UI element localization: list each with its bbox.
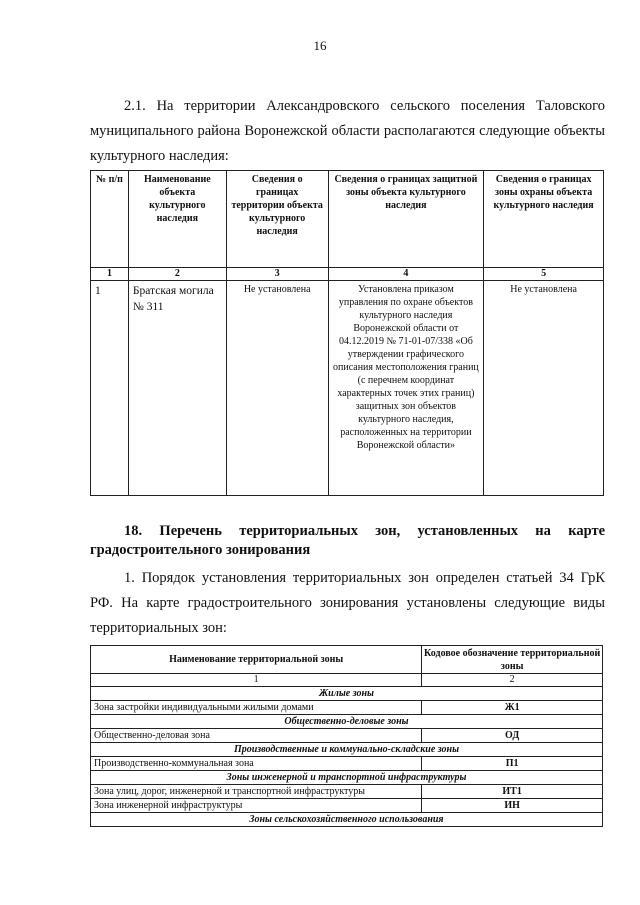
- table-header-row: [91, 171, 604, 268]
- column-number: 1: [91, 268, 129, 281]
- zone-group-row: [91, 687, 603, 701]
- header-cell: Сведения о границах защитной зоны объекта культурного наследия: [328, 171, 484, 268]
- protection-zone-info: Не установлена: [484, 281, 604, 496]
- table-header-row: [91, 646, 603, 674]
- zone-group-label: Зоны инженерной и транспортной инфраструктуры: [91, 771, 603, 785]
- zone-group-row: [91, 743, 603, 757]
- zone-code: П1: [422, 757, 603, 771]
- zone-code: ИТ1: [422, 785, 603, 799]
- intro-paragraph: 2.1. На территории Александровского сельского поселения Таловского муниципального района Воронежской области располагаются следующие объекты культурного наследия:: [90, 98, 605, 164]
- zone-name: Зона улиц, дорог, инженерной и транспортной инфраструктуры: [91, 785, 422, 799]
- section-number: 18.: [124, 523, 143, 539]
- zone-group-label: Общественно-деловые зоны: [91, 715, 603, 729]
- zone-name: Общественно-деловая зона: [91, 729, 422, 743]
- zones-paragraph: 1. Порядок установления территориальных зон определен статьей 34 ГрК РФ. На карте градостроительного зонирования установлены следующие виды территориальных зон:: [90, 570, 605, 636]
- territorial-zones-table: [90, 645, 603, 827]
- column-number: 2: [422, 674, 603, 687]
- zone-code: ОД: [422, 729, 603, 743]
- zone-name: Производственно-коммунальная зона: [91, 757, 422, 771]
- column-number: 5: [484, 268, 604, 281]
- column-number-row: [91, 674, 603, 687]
- zone-group-row: [91, 771, 603, 785]
- section-title: Перечень территориальных зон, установленных на карте градостроительного зонирования: [90, 523, 606, 558]
- table-row: [91, 281, 604, 496]
- column-number-row: [91, 268, 604, 281]
- zone-group-label: Производственные и коммунально-складские зоны: [91, 743, 603, 757]
- heritage-objects-table: [90, 170, 604, 496]
- zone-name: Зона инженерной инфраструктуры: [91, 799, 422, 813]
- page-number: 16: [313, 38, 327, 53]
- territory-info: Не установлена: [226, 281, 328, 496]
- column-number: 4: [328, 268, 484, 281]
- zone-name: Зона застройки индивидуальными жилыми домами: [91, 701, 422, 715]
- header-cell: Наименование территориальной зоны: [91, 646, 422, 674]
- header-cell: Наименование объекта культурного наследия: [128, 171, 226, 268]
- protective-zone-info: Установлена приказом управления по охране объектов культурного наследия Воронежской области от 04.12.2019 № 71-01-07/338 «Об утверждении графического описания местоположения границ (с перечнем координат характерных точек этих границ) защитных зон объектов культурного наследия, расположенных на территории Воронежской области»: [328, 281, 484, 496]
- column-number: 1: [91, 674, 422, 687]
- table-row: [91, 701, 603, 715]
- header-cell: Сведения о границах территории объекта культурного наследия: [226, 171, 328, 268]
- zone-group-label: Жилые зоны: [91, 687, 603, 701]
- table-row: [91, 785, 603, 799]
- table-row: [91, 729, 603, 743]
- header-cell: № п/п: [91, 171, 129, 268]
- column-number: 3: [226, 268, 328, 281]
- zone-group-row: [91, 813, 603, 827]
- row-number: 1: [91, 281, 129, 496]
- column-number: 2: [128, 268, 226, 281]
- table-row: [91, 799, 603, 813]
- zone-group-label: Зоны сельскохозяйственного использования: [91, 813, 603, 827]
- header-cell: Сведения о границах зоны охраны объекта культурного наследия: [484, 171, 604, 268]
- zone-group-row: [91, 715, 603, 729]
- zone-code: ИН: [422, 799, 603, 813]
- zone-code: Ж1: [422, 701, 603, 715]
- table-row: [91, 757, 603, 771]
- object-name: Братская могила № 311: [128, 281, 226, 496]
- section-heading: [90, 522, 605, 560]
- header-cell: Кодовое обозначение территориальной зоны: [422, 646, 603, 674]
